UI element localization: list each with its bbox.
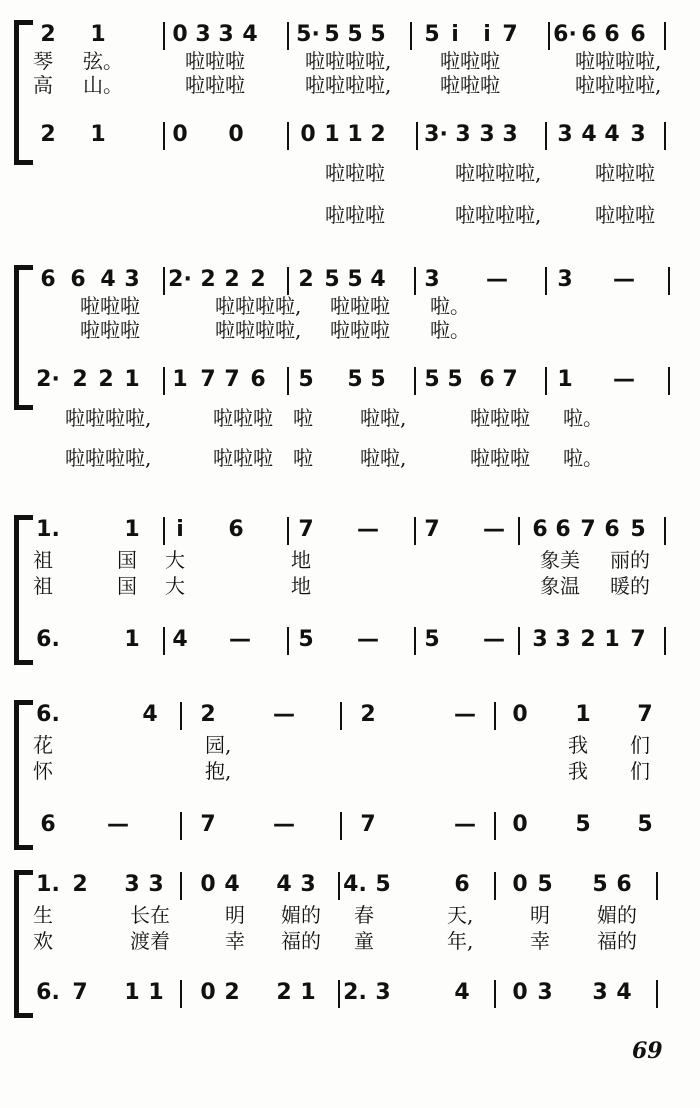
note-symbol: 2 [580,627,596,652]
barline [664,517,666,545]
lyric-syllable: 渡着 [130,929,170,953]
lyric-syllable: 啦啦啦 [595,161,655,185]
note-symbol: 2 [360,702,376,727]
lyric-line [0,573,700,599]
note-symbol: 7 [637,702,653,727]
lyric-syllable: 啦啦啦 [80,294,140,318]
note-symbol: 6 [70,267,86,292]
lyric-syllable: 啦啦, [360,446,407,470]
note-symbol: 1. [36,872,60,897]
barline [180,702,182,730]
lyric-syllable: 春 [354,903,374,927]
note-symbol: 2 [200,702,216,727]
lyric-line [0,902,700,928]
note-symbol: 0 [228,122,244,147]
note-symbol: 5 [592,872,608,897]
lyric-syllable: 大 [165,574,185,598]
lyric-syllable: 啦啦啦啦, [215,318,302,342]
lyric-syllable: 们 [630,759,650,783]
note-symbol: 2 [40,22,56,47]
note-symbol: 6 [630,22,646,47]
note-symbol: 4 [370,267,386,292]
note-symbol: 6· [553,22,577,47]
note-symbol: 4 [142,702,158,727]
note-symbol: 6 [532,517,548,542]
notation-row [0,700,700,734]
lyric-syllable: 啦啦啦啦, [305,73,392,97]
lyric-syllable: 长在 [130,903,170,927]
lyric-syllable: 大 [165,548,185,572]
note-symbol: 2 [98,367,114,392]
lyric-syllable: 弦。 [83,49,123,73]
barline [414,367,416,395]
barline [287,627,289,655]
note-symbol: 1 [575,702,591,727]
note-symbol: 6 [555,517,571,542]
note-symbol: 2· [36,367,60,392]
lyric-syllable: 啦啦啦 [213,446,273,470]
note-symbol: 0 [200,980,216,1005]
note-symbol: — [613,267,635,292]
note-symbol: 5 [424,627,440,652]
barline [664,122,666,150]
lyric-syllable: 啦。 [430,294,470,318]
notation-row [0,625,700,659]
barline [545,267,547,295]
note-symbol: — [483,517,505,542]
lyric-syllable: 我 [568,733,588,757]
note-symbol: 6 [604,22,620,47]
note-symbol: 6. [36,980,60,1005]
note-symbol: 5 [424,22,440,47]
note-symbol: 4 [242,22,258,47]
barline [287,122,289,150]
barline [664,22,666,50]
note-symbol: 3 [455,122,471,147]
note-symbol: 5 [375,872,391,897]
note-symbol: 0 [172,22,188,47]
note-symbol: 4 [604,122,620,147]
lyric-syllable: 象温 [540,574,580,598]
note-symbol: 5 [424,367,440,392]
note-symbol: 1 [90,22,106,47]
lyric-line [0,732,700,758]
note-symbol: 2 [298,267,314,292]
note-symbol: 5 [347,367,363,392]
note-symbol: 3 [557,267,573,292]
note-symbol: — [454,702,476,727]
note-symbol: 3 [300,872,316,897]
lyric-syllable: 怀 [33,759,53,783]
note-symbol: — [483,627,505,652]
barline [414,627,416,655]
barline [340,812,342,840]
note-symbol: 2 [224,980,240,1005]
barline [416,122,418,150]
note-symbol: 2 [72,872,88,897]
lyric-syllable: 啦啦啦啦, [575,49,662,73]
barline [287,367,289,395]
lyric-syllable: 啦啦啦啦, [455,161,542,185]
note-symbol: i [483,22,491,47]
lyric-syllable: 啦啦啦 [325,203,385,227]
lyric-syllable: 天, [447,903,474,927]
lyric-syllable: 啦啦啦 [330,294,390,318]
lyric-syllable: 啦啦啦啦, [305,49,392,73]
lyric-syllable: 们 [630,733,650,757]
note-symbol: 0 [512,702,528,727]
note-symbol: 4 [224,872,240,897]
note-symbol: 1 [557,367,573,392]
note-symbol: — [273,702,295,727]
barline [494,980,496,1008]
note-symbol: 6 [228,517,244,542]
note-symbol: 3 [375,980,391,1005]
note-symbol: 5 [447,367,463,392]
note-symbol: 6 [581,22,597,47]
note-symbol: 0 [512,812,528,837]
lyric-syllable: 年, [447,929,474,953]
lyric-syllable: 地 [291,574,311,598]
barline [340,702,342,730]
note-symbol: 5 [370,367,386,392]
note-symbol: 5 [324,22,340,47]
barline [414,267,416,295]
note-symbol: 5 [575,812,591,837]
note-symbol: 1 [604,627,620,652]
note-symbol: 4 [100,267,116,292]
note-symbol: 1 [124,627,140,652]
barline [668,367,670,395]
note-symbol: 2· [168,267,192,292]
note-symbol: 6 [616,872,632,897]
barline [656,980,658,1008]
note-symbol: 7 [200,812,216,837]
note-symbol: — [107,812,129,837]
note-symbol: 3 [424,267,440,292]
lyric-syllable: 啦啦啦啦, [65,406,152,430]
page-number: 69 [632,1038,663,1064]
lyric-line [0,758,700,784]
note-symbol: 7 [580,517,596,542]
note-symbol: 7 [200,367,216,392]
note-symbol: 7 [72,980,88,1005]
barline [518,627,520,655]
lyric-syllable: 祖 [33,548,53,572]
note-symbol: — [229,627,251,652]
note-symbol: 6 [40,812,56,837]
notation-row [0,978,700,1012]
lyric-syllable: 啦啦啦 [440,49,500,73]
lyric-syllable: 啦。 [430,318,470,342]
notation-row [0,120,700,154]
note-symbol: 1 [300,980,316,1005]
lyric-syllable: 媚的 [281,903,321,927]
barline [494,702,496,730]
lyric-syllable: 福的 [597,929,637,953]
note-symbol: 6 [604,517,620,542]
note-symbol: — [357,627,379,652]
note-symbol: 4 [581,122,597,147]
lyric-line [0,928,700,954]
lyric-syllable: 花 [33,733,53,757]
note-symbol: 5 [298,627,314,652]
note-symbol: 4 [454,980,470,1005]
note-symbol: 2 [72,367,88,392]
note-symbol: 5 [637,812,653,837]
note-symbol: 5 [324,267,340,292]
lyric-syllable: 欢 [33,929,53,953]
note-symbol: 1 [90,122,106,147]
note-symbol: 4 [616,980,632,1005]
note-symbol: 6. [36,702,60,727]
note-symbol: 3 [124,872,140,897]
note-symbol: — [454,812,476,837]
note-symbol: 5 [630,517,646,542]
note-symbol: 0 [300,122,316,147]
barline [656,872,658,900]
lyric-line [0,48,700,74]
lyric-syllable: 啦啦啦 [325,161,385,185]
note-symbol: 7 [502,22,518,47]
lyric-line [0,293,700,319]
note-symbol: 5 [347,22,363,47]
note-symbol: 2 [276,980,292,1005]
barline [287,22,289,50]
note-symbol: 7 [630,627,646,652]
lyric-syllable: 啦。 [563,406,603,430]
lyric-syllable: 琴 [33,49,53,73]
lyric-syllable: 生 [33,903,53,927]
lyric-syllable: 啦啦啦 [80,318,140,342]
note-symbol: 3 [532,627,548,652]
lyric-syllable: 国 [117,548,137,572]
lyric-syllable: 幸 [530,929,550,953]
note-symbol: 6 [40,267,56,292]
lyric-syllable: 童 [354,929,374,953]
lyric-syllable: 啦啦啦 [330,318,390,342]
note-symbol: i [176,517,184,542]
note-symbol: 1 [324,122,340,147]
barline [287,267,289,295]
note-symbol: 1 [124,517,140,542]
note-symbol: — [486,267,508,292]
notation-row [0,365,700,399]
note-symbol: 2 [200,267,216,292]
barline [414,517,416,545]
lyric-syllable: 啦啦啦啦, [575,73,662,97]
note-symbol: 5 [298,367,314,392]
lyric-line [0,405,700,431]
lyric-syllable: 啦啦啦 [185,73,245,97]
lyric-syllable: 啦啦啦 [213,406,273,430]
notation-row [0,515,700,549]
notation-row [0,870,700,904]
barline [545,122,547,150]
note-symbol: 1 [124,980,140,1005]
note-symbol: 3 [479,122,495,147]
note-symbol: 0 [200,872,216,897]
note-symbol: 3 [195,22,211,47]
note-symbol: 6 [250,367,266,392]
lyric-syllable: 啦啦啦 [595,203,655,227]
lyric-syllable: 象美 [540,548,580,572]
note-symbol: 4 [276,872,292,897]
note-symbol: 2 [370,122,386,147]
note-symbol: 3· [424,122,448,147]
note-symbol: 3 [555,627,571,652]
lyric-syllable: 明 [225,903,245,927]
note-symbol: — [613,367,635,392]
note-symbol: 1. [36,517,60,542]
lyric-syllable: 抱, [205,759,232,783]
note-symbol: 1 [148,980,164,1005]
barline [287,517,289,545]
barline [180,872,182,900]
note-symbol: 6. [36,627,60,652]
lyric-syllable: 啦啦啦啦, [455,203,542,227]
lyric-syllable: 啦啦啦 [185,49,245,73]
lyric-syllable: 啦 [293,446,313,470]
note-symbol: 4 [172,627,188,652]
barline [180,980,182,1008]
lyric-syllable: 福的 [281,929,321,953]
lyric-syllable: 园, [205,733,232,757]
lyric-syllable: 啦啦啦 [470,446,530,470]
lyric-line [0,547,700,573]
note-symbol: 3 [148,872,164,897]
lyric-syllable: 高 [33,73,53,97]
note-symbol: 2 [224,267,240,292]
note-symbol: 1 [172,367,188,392]
note-symbol: 7 [424,517,440,542]
lyric-syllable: 啦。 [563,446,603,470]
note-symbol: 2 [250,267,266,292]
note-symbol: 3 [218,22,234,47]
lyric-syllable: 幸 [225,929,245,953]
note-symbol: 5 [347,267,363,292]
barline [668,267,670,295]
note-symbol: 0 [512,980,528,1005]
note-symbol: 7 [360,812,376,837]
note-symbol: 5 [537,872,553,897]
lyric-syllable: 暖的 [610,574,650,598]
note-symbol: 1 [124,367,140,392]
barline [494,872,496,900]
note-symbol: 7 [298,517,314,542]
barline [518,517,520,545]
lyric-syllable: 丽的 [610,548,650,572]
note-symbol: — [273,812,295,837]
note-symbol: 3 [124,267,140,292]
lyric-syllable: 啦啦啦 [470,406,530,430]
note-symbol: 0 [512,872,528,897]
barline [494,812,496,840]
lyric-syllable: 媚的 [597,903,637,927]
note-symbol: 7 [224,367,240,392]
lyric-line [0,445,700,471]
lyric-syllable: 啦啦啦 [440,73,500,97]
note-symbol: 3 [502,122,518,147]
note-symbol: 7 [502,367,518,392]
barline [180,812,182,840]
note-symbol: 3 [592,980,608,1005]
note-symbol: 0 [172,122,188,147]
note-symbol: 4. [343,872,367,897]
lyric-syllable: 地 [291,548,311,572]
note-symbol: 5 [370,22,386,47]
note-symbol: 6 [454,872,470,897]
lyric-syllable: 我 [568,759,588,783]
note-symbol: 5· [296,22,320,47]
note-symbol: 3 [630,122,646,147]
barline [410,22,412,50]
barline [545,367,547,395]
lyric-syllable: 山。 [83,73,123,97]
lyric-syllable: 明 [530,903,550,927]
note-symbol: i [451,22,459,47]
lyric-line [0,202,700,228]
note-symbol: 6 [479,367,495,392]
note-symbol: 2. [343,980,367,1005]
lyric-line [0,317,700,343]
lyric-syllable: 祖 [33,574,53,598]
lyric-syllable: 啦啦, [360,406,407,430]
barline [664,627,666,655]
lyric-line [0,72,700,98]
note-symbol: 2 [40,122,56,147]
note-symbol: — [357,517,379,542]
lyric-syllable: 啦啦啦啦, [215,294,302,318]
note-symbol: 3 [557,122,573,147]
note-symbol: 3 [537,980,553,1005]
lyric-syllable: 啦啦啦啦, [65,446,152,470]
lyric-line [0,160,700,186]
lyric-syllable: 国 [117,574,137,598]
lyric-syllable: 啦 [293,406,313,430]
note-symbol: 1 [347,122,363,147]
notation-row [0,810,700,844]
